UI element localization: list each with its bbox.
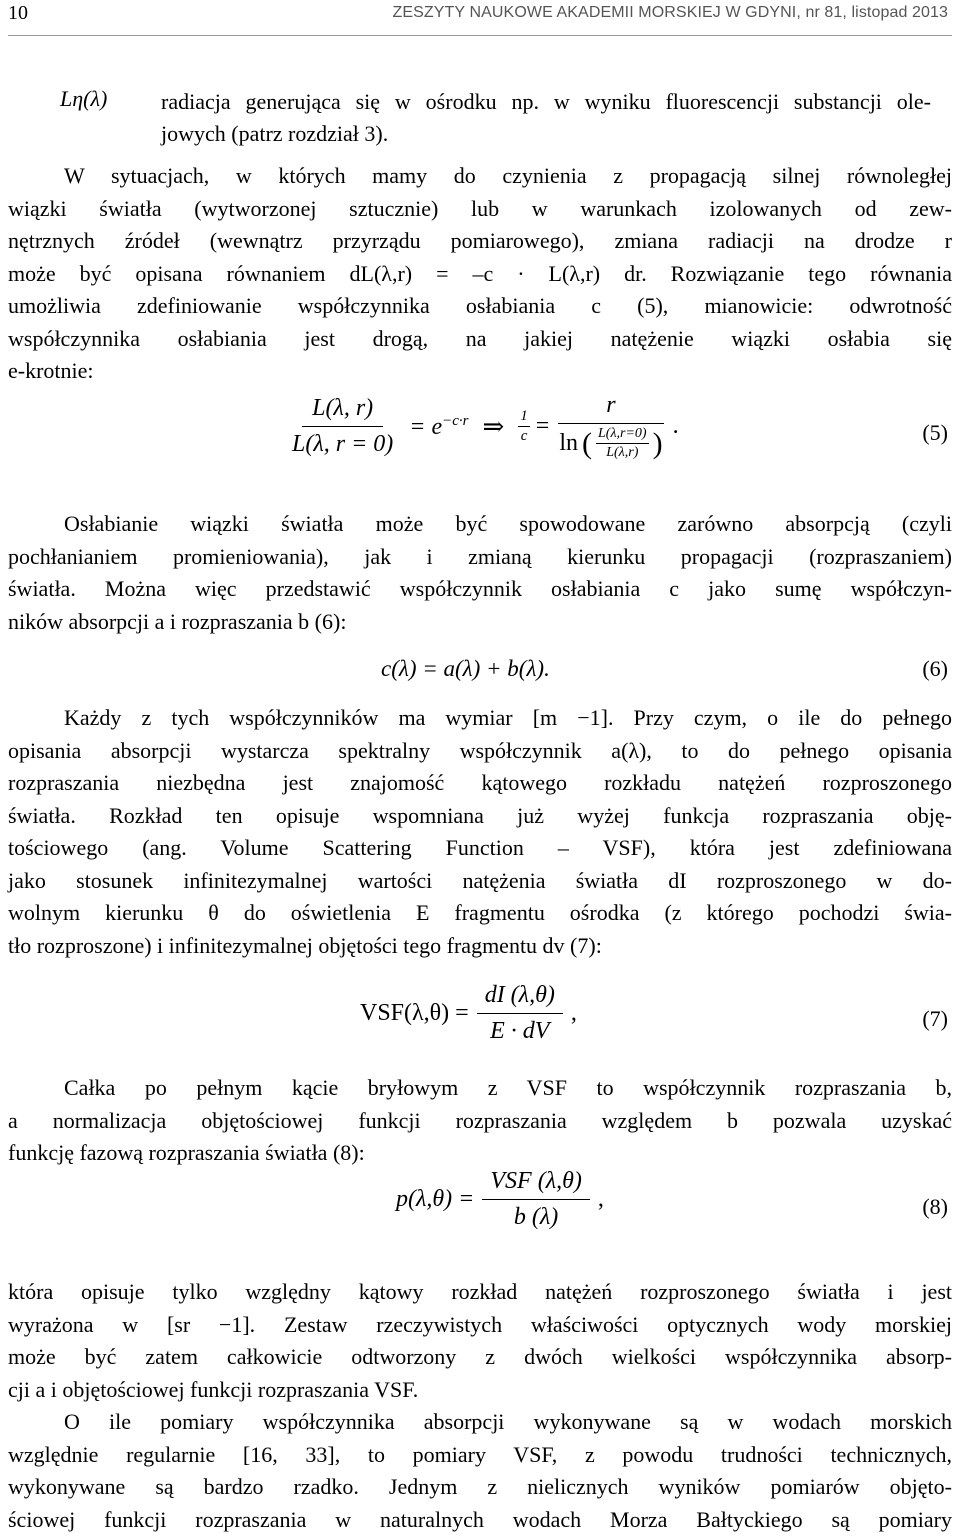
ln-operator: ln	[559, 430, 579, 456]
equation-5-label: (5)	[922, 420, 948, 445]
eq5-ln-fraction: r ln ( $\frac{L(\lambda,r=0)}{L(\lambda,r)}$ )	[559, 392, 663, 460]
equation-5: $\frac{L(\lambda, r)}{L(\lambda, r = 0)}$ = $e^{-c\cdot r}$ ⇒ $\frac{1}{c}$ = r ln ( $\frac{L(\lambda,r=0)}{L(\lambda,r)}$ ) .	[282, 392, 679, 461]
equals-sign: =	[535, 413, 550, 439]
header-rule	[8, 35, 952, 36]
equation-6: c(λ) = a(λ) + b(λ).	[381, 656, 550, 681]
paragraph-6: O ile pomiary współczynnika absorpcji wykonywane są w wodach morskich względnie regularnie [16, 33], to pomiary VSF, z powodu trudności technicznych, wykonywane są bardzo rzadko. Jednym z nielicznych wyników pomiarów objęto- ściowej funkcji rozpraszania w naturalnych wodach Morza Bałtyckiego są pomiary	[8, 1409, 952, 1532]
eq7-fraction: $\frac{dI (\lambda,\theta)}{E \cdot dV}$	[477, 982, 563, 1045]
eq5-exp: = $e^{-c\cdot r}$	[409, 412, 469, 440]
paragraph-3: Każdy z tych współczynników ma wymiar [m −1]. Przy czym, o ile do pełnego opisania absorpcji wystarcza spektralny współczynnik a(λ), to do pełnego opisania rozpraszania niezbędna jest znajomość kątowego rozkładu natężeń rozproszonego światła. Rozkład ten opisuje wspomniana już wyżej funkcja rozpraszania obję- tościowego (ang. Volume Scattering Function – VSF), która jest zdefiniowana jako stosunek infinitezymalnej wartości natężenia światła dI rozproszonego w do- wolnym kierunku θ do oświetlenia E fragmentu ośrodka (z którego pochodzi świa- tło rozproszone) i infinitezymalnej objętości tego fragmentu dv (7):	[8, 705, 952, 958]
running-header: ZESZYTY NAUKOWE AKADEMII MORSKIEJ W GDYNI, nr 81, listopad 2013	[392, 4, 948, 21]
page-number: 10	[8, 2, 28, 24]
eq5-ratio: $\frac{L(\lambda, r)}{L(\lambda, r = 0)}$	[292, 395, 394, 457]
equation-7-label: (7)	[922, 1006, 948, 1031]
equation-7: VSF(λ,θ) = $\frac{dI (\lambda,\theta)}{E \cdot dV}$ ,	[360, 982, 577, 1044]
symbol-definition: radiacja generująca się w ośrodku np. w wyniku fluorescencji substancji ole- jowych (patrz rozdział 3).	[161, 89, 931, 146]
eq5-inner: $\frac{L(\lambda,r=0)}{L(\lambda,r)}$	[598, 426, 647, 460]
equation-8: p(λ,θ) = $\frac{\text{VSF (λ,θ)}}{b (\lambda)}$ ,	[396, 1168, 604, 1230]
implies-symbol: ⇒	[482, 411, 505, 441]
eq7-lhs: VSF(λ,θ) =	[360, 1000, 469, 1026]
symbol-term: Lη(λ)	[60, 86, 108, 111]
eq8-lhs: p(λ,θ) =	[396, 1186, 475, 1212]
equation-6-label: (6)	[922, 656, 948, 681]
eq8-fraction: $\frac{\text{VSF (λ,θ)}}{b (\lambda)}$	[482, 1168, 590, 1231]
paragraph-1: W sytuacjach, w których mamy do czynienia z propagacją silnej równoległej wiązki światła (wytworzonej sztucznie) lub w warunkach izolowanych od zew- nętrznych źródeł (wewnątrz przyrządu pomiarowego), zmiana radiacji na drodze r może być opisana równaniem dL(λ,r) = –c · L(λ,r) dr. Rozwiązanie tego równania umożliwia zdefiniowanie współczynnika osłabiania c (5), mianowicie: odwrotność współczynnika osłabiania jest drogą, na jakiej natężenie wiązki osłabia się e-krotnie:	[8, 163, 952, 383]
paragraph-4: Całka po pełnym kącie bryłowym z VSF to współczynnik rozpraszania b, a normalizacja objętościowej funkcji rozpraszania względem b pozwala uzyskać funkcję fazową rozpraszania światła (8):	[8, 1075, 952, 1165]
paragraph-2: Osłabianie wiązki światła może być spowodowane zarówno absorpcją (czyli pochłanianiem promieniowania), jak i zmianą kierunku propagacji (rozpraszaniem) światła. Można więc przedstawić współczynnik osłabiania c jako sumę współczyn- ników absorpcji a i rozpraszania b (6):	[8, 511, 952, 634]
paragraph-5: która opisuje tylko względny kątowy rozkład natężeń rozproszonego światła i jest wyrażona w [sr −1]. Zestaw rzeczywistych właściwości optycznych wody morskiej może być zatem całkowicie odtworzony z dwóch wielkości współczynnika absorp- cji a i objętościowej funkcji rozpraszania VSF.	[8, 1279, 952, 1402]
equation-8-label: (8)	[922, 1194, 948, 1219]
eq5-reciprocal: $\frac{1}{c}$	[520, 408, 528, 444]
